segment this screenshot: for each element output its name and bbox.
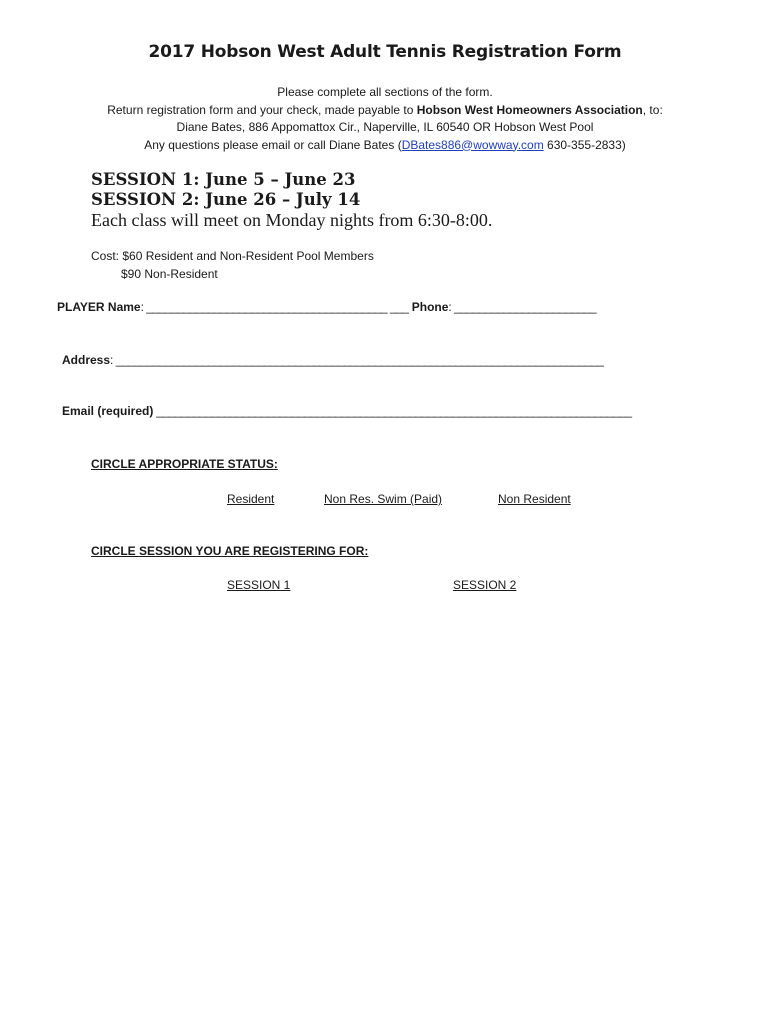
email-line[interactable]: _____________________________________________________________________________: [153, 404, 632, 418]
intro-line-2-post: , to:: [642, 102, 663, 117]
form-title: 2017 Hobson West Adult Tennis Registration Form: [148, 42, 622, 62]
intro-line-2: [0, 102, 770, 120]
email-label: Email (required): [62, 404, 154, 418]
status-option-non-resident[interactable]: Non Resident: [498, 492, 571, 506]
phone-line[interactable]: : _______________________: [448, 300, 597, 314]
status-option-non-res-swim[interactable]: Non Res. Swim (Paid): [324, 492, 443, 506]
status-option-resident[interactable]: Resident: [227, 492, 275, 506]
status-heading: CIRCLE APPROPRIATE STATUS:: [91, 457, 278, 471]
player-name-line[interactable]: : _______________________________________ ___: [140, 300, 409, 314]
session-choice-heading: CIRCLE SESSION YOU ARE REGISTERING FOR:: [91, 544, 369, 558]
intro-line-4-pre: Any questions please email or call Diane Bates (: [144, 137, 402, 152]
session-2-dates: SESSION 2: June 26 – July 14: [91, 190, 361, 209]
meeting-time: Each class will meet on Monday nights from 6:30-8:00.: [91, 210, 493, 230]
email-field[interactable]: [62, 404, 632, 418]
intro-line-1: Please complete all sections of the form.: [277, 85, 493, 99]
intro-line-2-pre: Return registration form and your check, made payable to: [107, 102, 417, 117]
payee-name: Hobson West Homeowners Association: [416, 102, 643, 117]
session-option-1[interactable]: SESSION 1: [227, 578, 291, 592]
contact-email-link[interactable]: DBates886@wowway.com: [401, 137, 544, 152]
intro-line-3: Diane Bates, 886 Appomattox Cir., Naperville, IL 60540 OR Hobson West Pool: [176, 120, 594, 134]
cost-info: [91, 248, 374, 283]
phone-label: Phone: [411, 300, 449, 314]
intro-line-4-post: 630-355-2833): [543, 137, 626, 152]
session-option-2[interactable]: SESSION 2: [453, 578, 517, 592]
player-name-label: PLAYER Name: [57, 300, 141, 314]
intro-instructions: [0, 84, 770, 154]
session-dates: [91, 170, 492, 230]
address-label: Address: [62, 353, 111, 367]
cost-line-2: $90 Non-Resident: [121, 266, 218, 281]
address-line[interactable]: : _______________________________________________________________________________: [110, 353, 604, 367]
player-name-field[interactable]: [57, 300, 596, 314]
intro-line-4: [0, 137, 770, 155]
session-1-dates: SESSION 1: June 5 – June 23: [91, 170, 356, 189]
cost-line-1: Cost: $60 Resident and Non-Resident Pool Members: [91, 249, 374, 263]
address-field[interactable]: [62, 353, 603, 367]
